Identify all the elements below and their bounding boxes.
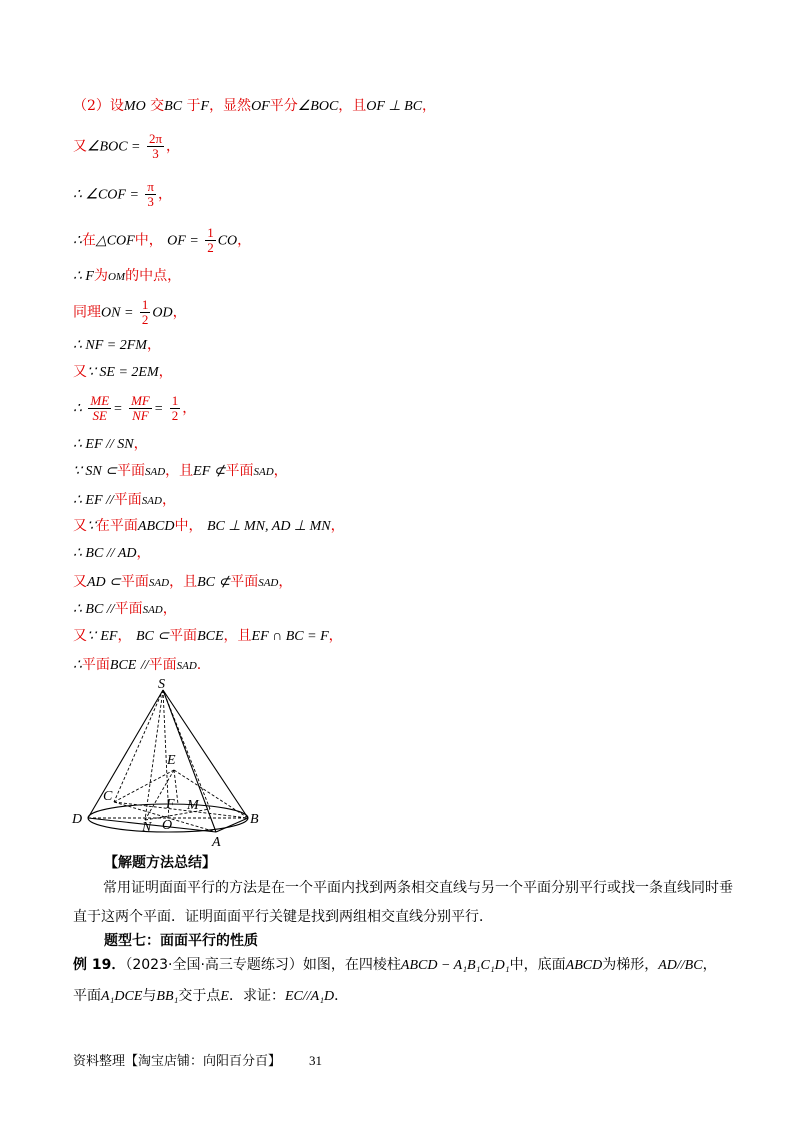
label-N: N	[142, 820, 152, 835]
footer-text: 资料整理【淘宝店铺：向阳百分百】	[73, 1054, 282, 1069]
proof-line-15: 又AD ⊂平面SAD，且BC ⊄平面SAD，	[73, 574, 293, 590]
label-A: A	[212, 835, 221, 848]
edge-DA	[88, 818, 216, 832]
example-line-2: 平面A₁DCE与BB₁交于点E．求证：EC//A₁D．	[73, 988, 349, 1004]
label-F: F	[166, 797, 175, 812]
proof-line-17: 又∵ EF， BC ⊂平面BCE，且EF ∩ BC = F，	[73, 628, 343, 644]
proof-line-10: ∴ EF // SN，	[73, 436, 148, 452]
proof-line-13: 又∵在平面ABCD中， BC ⊥ MN, AD ⊥ MN，	[73, 518, 345, 534]
label-M: M	[187, 798, 199, 813]
label-B: B	[250, 812, 259, 827]
proof-line-8: 又∵ SE = 2EM，	[73, 364, 173, 380]
page-footer	[73, 1050, 322, 1069]
cone-figure	[70, 678, 270, 848]
proof-line-11: ∵ SN ⊂平面SAD，且EF ⊄平面SAD，	[73, 463, 288, 479]
summary-text: 常用证明面面平行的方法是在一个平面内找到两条相交直线与另一个平面分别平行或找一条直线同时垂直于这两个平面．证明面面平行关键是找到两组相交直线分别平行．	[73, 880, 733, 925]
proof-line-5: ∴ F为OM的中点，	[73, 268, 182, 284]
proof-line-12: ∴ EF //平面SAD，	[73, 492, 176, 508]
type7-title: 题型七：面面平行的性质	[104, 933, 258, 949]
proof-line-14: ∴ BC // AD，	[73, 545, 151, 561]
proof-line-3: ∴ ∠COF = $\frac{\pi}{3}$ ，	[73, 179, 172, 209]
proof-line-18: ∴平面BCE //平面SAD.	[73, 657, 202, 673]
proof-line-1: （2）设MO 交BC 于F，显然OF平分∠BOC，且OF ⊥ BC，	[73, 98, 437, 114]
summary-title: 【解题方法总结】	[104, 855, 216, 871]
label-E: E	[167, 753, 176, 768]
label-O: O	[162, 818, 173, 833]
label-C: C	[103, 789, 113, 804]
example-line-1: 例 19．（2023·全国·高三专题练习）如图，在四棱柱ABCD − A₁B₁C₁D₁中，底面ABCD为梯形，AD//BC，	[73, 957, 717, 973]
label-D: D	[72, 812, 83, 827]
proof-line-4: ∴在△COF中， OF = $\frac{1}{2}$ CO，	[73, 225, 252, 255]
proof-line-2: 又∠BOC = $\frac{2\pi}{3}$ ，	[73, 131, 181, 161]
proof-line-6: 同理ON = $\frac{1}{2}$ OD，	[73, 297, 187, 327]
edge-AB	[216, 818, 248, 832]
edge-SD	[88, 690, 163, 818]
proof-line-16: ∴ BC //平面SAD，	[73, 601, 177, 617]
page-number: 31	[309, 1053, 323, 1068]
label-S: S	[158, 678, 165, 692]
proof-line-7: ∴ NF = 2FM，	[73, 337, 161, 353]
proof-line-9: ∴ $\frac{ME}{SE}$ = $\frac{MF}{NF}$ = $\frac{1}{2}$ ，	[73, 393, 197, 423]
